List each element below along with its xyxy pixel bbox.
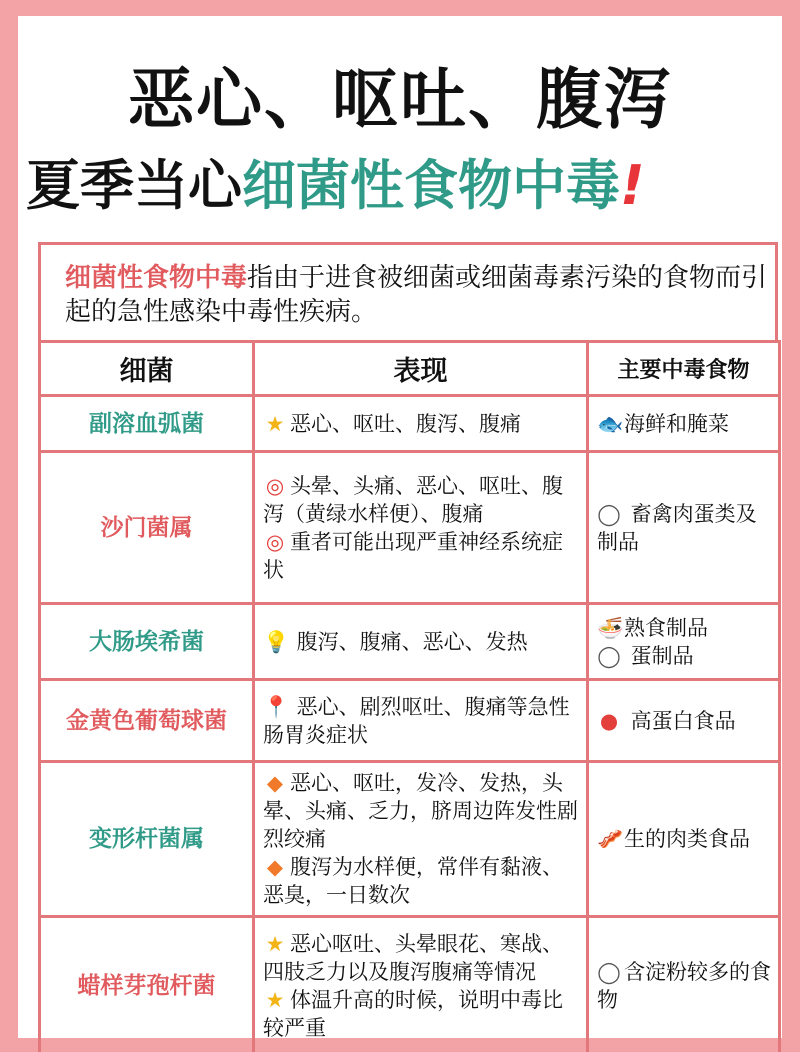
egg-icon: ◯ [597,501,621,526]
symptoms-cell-line [263,853,580,909]
intro-highlight: 细菌性食物中毒 [65,263,248,293]
table-row [40,452,780,604]
foods-cell-line [597,614,772,642]
symptoms-cell-text: 腹泻为水样便，常伴有黏液、恶臭，一日数次 [263,855,563,907]
symptoms-cell-line [263,930,580,986]
pin-icon: 📍 [263,694,290,719]
fish-icon: 🐟 [597,411,624,436]
foods-cell [588,680,780,762]
symptoms-cell-line [263,410,580,438]
symptoms-cell-text: 体温升高的时候，说明中毒比较严重 [263,987,563,1040]
dot-icon: ● [599,708,619,733]
diamond-icon: ◆ [266,771,284,795]
table-row [40,604,780,680]
foods-cell [588,604,780,680]
symptoms-cell [254,762,588,917]
symptoms-cell-line [263,693,580,749]
symptoms-cell-text: 重者可能出现严重神经系统症状 [263,529,563,582]
bacteria-table [38,340,781,1052]
symptoms-cell-line [263,472,580,528]
header-bacteria: 细菌 [40,342,254,396]
title-line-2-highlight: 细菌性食物中毒 [242,154,620,217]
header-foods: 主要中毒食物 [588,342,780,396]
foods-cell-line [597,642,772,670]
foods-cell-text: 熟食制品 [624,615,708,640]
bulb-icon: 💡 [263,629,290,654]
exclamation-mark: ! [620,154,645,217]
symptoms-cell [254,680,588,762]
bacteria-name: 金黄色葡萄球菌 [40,680,254,762]
bowl-icon: 🍜 [597,615,624,640]
bacteria-name: 变形杆菌属 [40,762,254,917]
egg-icon: ◯ [597,643,621,668]
symptoms-cell-line [263,528,580,584]
header-symptoms: 表现 [254,342,588,396]
foods-cell [588,762,780,917]
bacteria-name: 副溶血弧菌 [40,396,254,452]
foods-cell-text: 高蛋白食品 [624,708,736,733]
symptoms-cell [254,396,588,452]
symptoms-cell [254,604,588,680]
symptoms-cell-text: 头晕、头痛、恶心、呕吐、腹泻（黄绿水样便）、腹痛 [263,473,563,526]
star-icon: ★ [265,987,285,1012]
foods-cell [588,917,780,1052]
ring-icon: ◎ [265,473,285,498]
bacon-icon: 🥓 [597,827,624,851]
intro-text: 指由于进食被细菌或细菌毒素污染的食物而引起的急性感染中毒性疾病。 [65,263,768,327]
table-row [40,917,780,1052]
table-row [40,762,780,917]
poster-card [18,16,782,1038]
foods-cell [588,452,780,604]
bacteria-name: 蜡样芽孢杆菌 [40,917,254,1052]
foods-cell-text: 畜禽肉蛋类及制品 [597,501,757,554]
symptoms-cell-text: 恶心、呕吐，发冷、发热，头晕、头痛、乏力，脐周边阵发性剧烈绞痛 [263,771,578,851]
intro-paragraph [38,242,778,342]
star-icon: ★ [265,411,285,436]
foods-cell-line [597,825,772,853]
foods-cell-line [597,958,772,1014]
symptoms-cell-line [263,986,580,1042]
table-header-row [40,342,780,396]
foods-cell-text: 含淀粉较多的食物 [597,959,771,1012]
symptoms-cell [254,917,588,1052]
symptoms-cell [254,452,588,604]
symptoms-cell-line [263,769,580,853]
ring-icon: ◎ [265,529,285,554]
symptoms-cell-text: 恶心、剧烈呕吐、腹痛等急性肠胃炎症状 [263,694,570,747]
circle-icon: ◯ [597,959,621,984]
foods-cell [588,396,780,452]
diamond-icon: ◆ [266,855,284,879]
bacteria-name: 沙门菌属 [40,452,254,604]
foods-cell-line [597,410,772,438]
foods-cell-text: 蛋制品 [624,643,694,668]
star-icon: ★ [265,931,285,956]
symptoms-cell-text: 腹泻、腹痛、恶心、发热 [290,629,528,654]
foods-cell-line [597,500,772,556]
symptoms-cell-text: 恶心呕吐、头晕眼花、寒战、四肢乏力以及腹泻腹痛等情况 [263,931,563,984]
title-line-2 [26,150,786,222]
foods-cell-line [597,707,772,735]
bacteria-name: 大肠埃希菌 [40,604,254,680]
symptoms-cell-line [263,628,580,656]
table-row [40,396,780,452]
foods-cell-text: 生的肉类食品 [624,827,750,851]
title-line-2-prefix: 夏季当心 [26,154,242,217]
symptoms-cell-text: 恶心、呕吐、腹泻、腹痛 [290,411,521,436]
foods-cell-text: 海鲜和腌菜 [624,411,729,436]
table-row [40,680,780,762]
title-line-1: 恶心、呕吐、腹泻 [128,61,672,138]
